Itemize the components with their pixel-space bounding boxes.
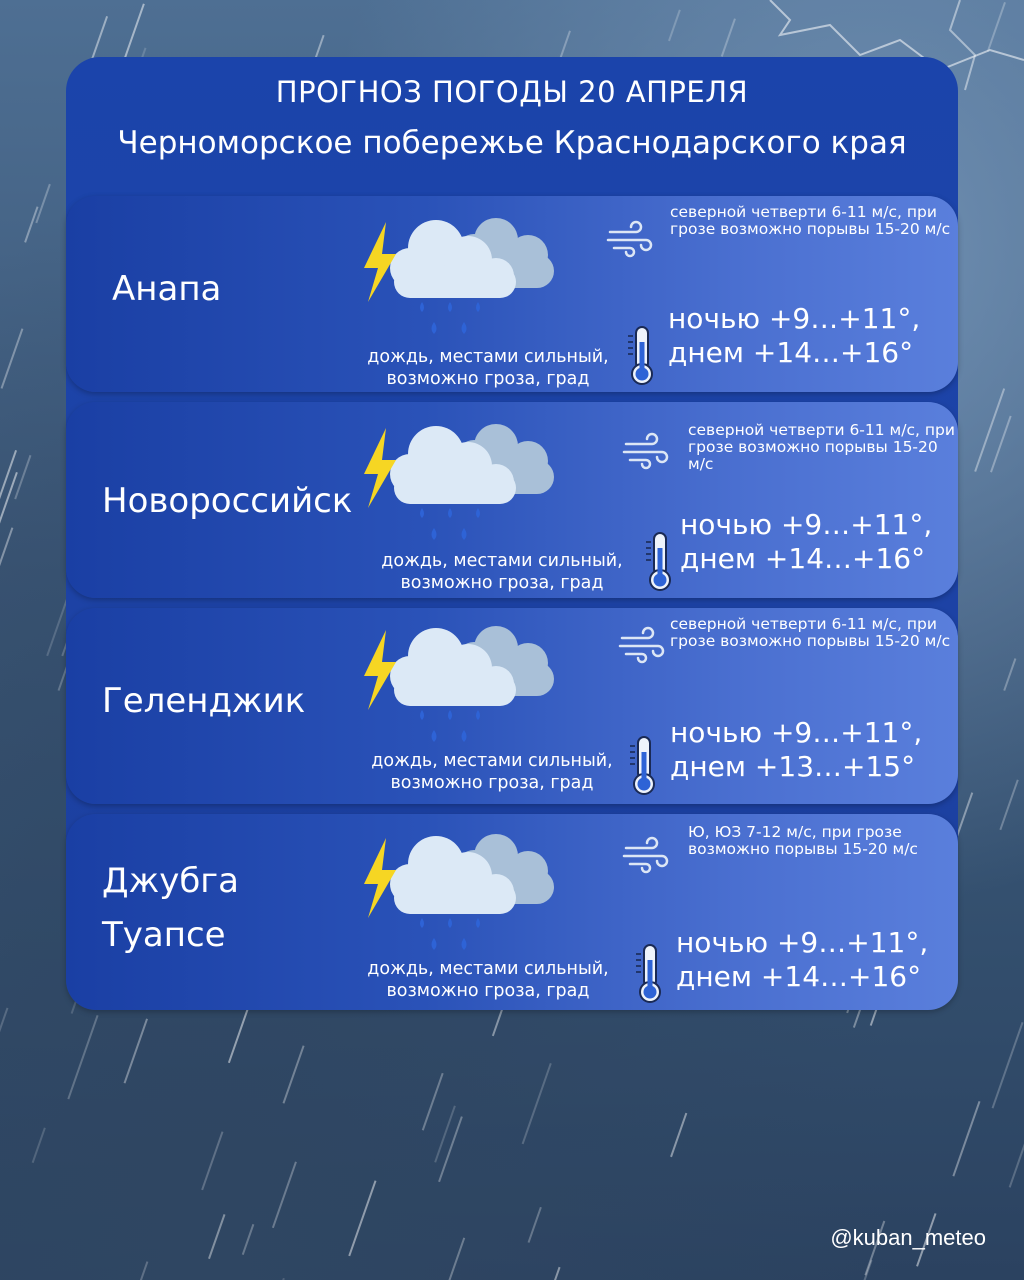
rain-streak bbox=[283, 1046, 303, 1104]
rain-streak bbox=[439, 1117, 462, 1182]
rain-streak bbox=[128, 1262, 148, 1280]
rain-streak bbox=[349, 1181, 375, 1256]
thunderstorm-rain-icon bbox=[356, 416, 576, 546]
city-name bbox=[102, 854, 239, 962]
temperature-block bbox=[680, 508, 932, 576]
rain-streak bbox=[202, 1132, 222, 1190]
thermometer-icon bbox=[624, 734, 660, 796]
rain-streak bbox=[529, 1207, 541, 1242]
city-card-gelendzhik bbox=[66, 608, 958, 804]
rain-streak bbox=[1000, 780, 1018, 830]
thermometer-icon bbox=[630, 942, 666, 1004]
temperature-night: ночью +9…+11°, bbox=[680, 508, 933, 541]
weather-description: дождь, местами сильный, возможно гроза, град bbox=[367, 959, 609, 1001]
rain-streak bbox=[435, 1106, 455, 1162]
rain-streak bbox=[435, 1238, 464, 1280]
rain-streak bbox=[993, 1022, 1023, 1108]
rain-streak bbox=[669, 10, 680, 41]
thermometer-icon bbox=[640, 530, 676, 592]
rain-streak bbox=[0, 472, 17, 530]
rain-streak bbox=[722, 19, 735, 57]
rain-streak bbox=[0, 450, 16, 501]
rain-streak bbox=[1010, 1144, 1024, 1188]
rain-streak bbox=[15, 455, 30, 499]
temperature-night: ночью +9…+11°, bbox=[676, 926, 929, 959]
temperature-night: ночью +9…+11°, bbox=[670, 716, 923, 749]
temperature-day: днем +14…+16° bbox=[676, 960, 922, 993]
temperature-day: днем +13…+15° bbox=[670, 750, 916, 783]
rain-streak bbox=[975, 389, 1004, 472]
rain-streak bbox=[523, 1063, 551, 1144]
thermometer-icon bbox=[622, 324, 658, 386]
page-subtitle: Черноморское побережье Краснодарского края bbox=[117, 125, 907, 161]
weather-description: дождь, местами сильный, возможно гроза, град bbox=[367, 347, 609, 389]
rain-streak bbox=[0, 528, 12, 599]
rain-streak bbox=[33, 1128, 45, 1163]
rain-streak bbox=[36, 184, 50, 223]
wind-icon bbox=[622, 836, 672, 876]
weather-description: дождь, местами сильный, возможно гроза, град bbox=[381, 551, 623, 593]
wind-description: северной четверти 6-11 м/с, при грозе возможно порывы 15-20 м/с bbox=[688, 421, 955, 473]
wind-icon bbox=[618, 626, 668, 666]
city-card-anapa bbox=[66, 196, 958, 392]
temperature-block bbox=[676, 926, 928, 994]
city-name-line1: Джубга bbox=[102, 861, 239, 901]
watermark: @kuban_meteo bbox=[830, 1225, 986, 1250]
city-card-dzhubga-tuapse bbox=[66, 814, 958, 1010]
rain-streak bbox=[243, 1224, 254, 1254]
rain-streak bbox=[25, 207, 37, 243]
wind-description: северной четверти 6-11 м/с, при грозе возможно порывы 15-20 м/с bbox=[670, 203, 951, 238]
wind-icon bbox=[622, 432, 672, 472]
forecast-header bbox=[66, 57, 958, 187]
city-name-line2: Туапсе bbox=[102, 915, 226, 955]
wind-icon bbox=[606, 220, 656, 260]
rain-streak bbox=[536, 1267, 560, 1280]
temperature-block bbox=[670, 716, 922, 784]
temperature-day: днем +14…+16° bbox=[668, 336, 914, 369]
wind-description: Ю, ЮЗ 7-12 м/с, при грозе возможно порывы 15-20 м/с bbox=[688, 823, 918, 858]
rain-streak bbox=[953, 1101, 979, 1176]
thunderstorm-rain-icon bbox=[356, 826, 576, 956]
rain-streak bbox=[671, 1113, 686, 1157]
rain-streak bbox=[125, 1019, 148, 1083]
rain-streak bbox=[988, 2, 1005, 51]
rain-streak bbox=[2, 329, 23, 389]
thunderstorm-rain-icon bbox=[356, 618, 576, 748]
thunderstorm-rain-icon bbox=[356, 210, 576, 340]
city-card-novorossiysk bbox=[66, 402, 958, 598]
wind-description: северной четверти 6-11 м/с, при грозе возможно порывы 15-20 м/с bbox=[670, 615, 951, 650]
page-title: ПРОГНОЗ ПОГОДЫ 20 АПРЕЛЯ bbox=[275, 75, 749, 109]
city-name: Анапа bbox=[112, 269, 222, 309]
rain-streak bbox=[423, 1073, 443, 1130]
city-name: Геленджик bbox=[102, 681, 306, 721]
rain-streak bbox=[0, 1008, 7, 1097]
weather-description: дождь, местами сильный, возможно гроза, град bbox=[371, 751, 613, 793]
rain-streak bbox=[273, 1162, 296, 1228]
rain-streak bbox=[68, 1015, 97, 1099]
temperature-block bbox=[668, 302, 920, 370]
city-name: Новороссийск bbox=[102, 481, 353, 521]
temperature-night: ночью +9…+11°, bbox=[668, 302, 921, 335]
rain-streak bbox=[1004, 658, 1015, 690]
rain-streak bbox=[991, 416, 1011, 472]
rain-streak bbox=[209, 1214, 225, 1258]
temperature-day: днем +14…+16° bbox=[680, 542, 926, 575]
